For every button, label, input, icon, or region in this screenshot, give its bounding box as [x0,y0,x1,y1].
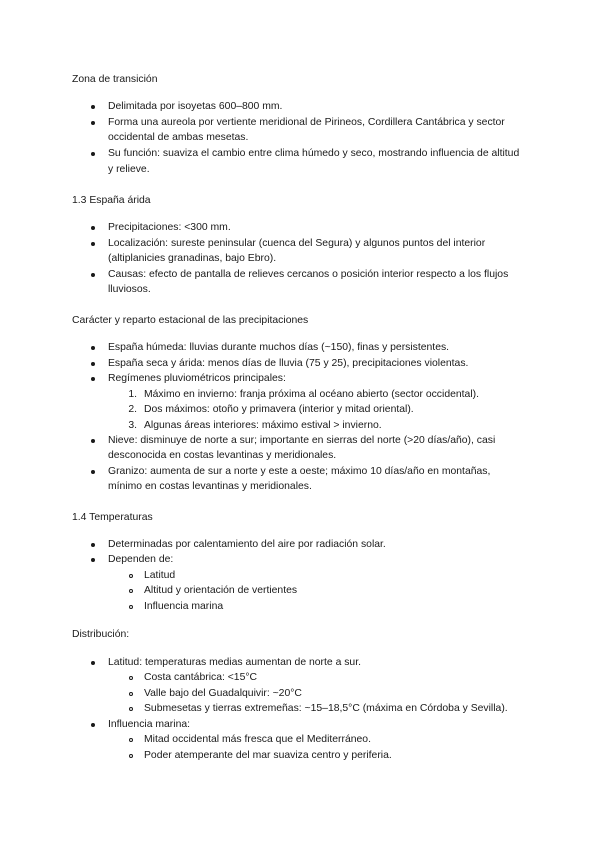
temperaturas-bullet-1: Determinadas por calentamiento del aire por radiación solar. [108,539,386,550]
bullet-dot [91,105,95,109]
bullet-dot [91,661,95,665]
list-number: 2. [128,404,137,415]
zona-bullet-1: Delimitada por isoyetas 600–800 mm. [108,101,283,112]
sub-bullet-circle [129,574,133,578]
caracter-bullet-5-line-1: Granizo: aumenta de sur a norte y este a oeste; máximo 10 días/año en montañas, [108,466,491,477]
distribucion-sub-5: Poder atemperante del mar suaviza centro y periferia. [144,750,392,761]
caracter-bullet-1: España húmeda: lluvias durante muchos días (~150), finas y persistentes. [108,342,450,353]
sub-bullet-circle [129,589,133,593]
heading-caracter: Carácter y reparto estacional de las precipitaciones [72,315,309,326]
arida-bullet-3-line-2: lluviosos. [108,284,151,295]
zona-bullet-3-line-2: y relieve. [108,164,150,175]
bullet-dot [91,470,95,474]
distribucion-sub-4: Mitad occidental más fresca que el Mediterráneo. [144,734,371,745]
sub-bullet-circle [129,707,133,711]
arida-bullet-3-line-1: Causas: efecto de pantalla de relieves cercanos o posición interior respecto a los flujos [108,269,509,280]
distribucion-sub-1: Costa cantábrica: <15°C [144,672,258,683]
bullet-dot [91,558,95,562]
sub-bullet-circle [129,754,133,758]
regimen-item-1: Máximo en invierno: franja próxima al océano abierto (sector occidental). [144,389,479,400]
sub-bullet-circle [129,605,133,609]
heading-espana-arida: 1.3 España árida [72,195,151,206]
bullet-dot [91,362,95,366]
temperaturas-sub-3: Influencia marina [144,601,224,612]
bullet-dot [91,242,95,246]
sub-bullet-circle [129,676,133,680]
bullet-dot [91,152,95,156]
distribucion-sub-3: Submesetas y tierras extremeñas: ~15–18,5°C (máxima en Córdoba y Sevilla). [144,703,508,714]
arida-bullet-2-line-2: (altiplanicies granadinas, bajo Ebro). [108,253,277,264]
bullet-dot [91,346,95,350]
caracter-bullet-5-line-2: mínimo en costas levantinas y meridionales. [108,481,312,492]
bullet-dot [91,377,95,381]
regimen-item-3: Algunas áreas interiores: máximo estival > invierno. [144,420,382,431]
arida-bullet-1: Precipitaciones: <300 mm. [108,222,231,233]
caracter-bullet-4-line-1: Nieve: disminuye de norte a sur; importante en sierras del norte (>20 días/año), casi [108,435,496,446]
bullet-dot [91,121,95,125]
bullet-dot [91,543,95,547]
caracter-bullet-2: España seca y árida: menos días de lluvia (75 y 25), precipitaciones violentas. [108,358,469,369]
temperaturas-sub-2: Altitud y orientación de vertientes [144,585,298,596]
caracter-bullet-3: Regímenes pluviométricos principales: [108,373,286,384]
heading-zona-transicion: Zona de transición [72,74,158,85]
zona-bullet-2-line-1: Forma una aureola por vertiente meridional de Pirineos, Cordillera Cantábrica y sector [108,117,505,128]
bullet-dot [91,226,95,230]
list-number: 1. [128,389,137,400]
distribucion-bullet-2: Influencia marina: [108,719,191,730]
distribucion-bullet-1: Latitud: temperaturas medias aumentan de norte a sur. [108,657,361,668]
distribucion-sub-2: Valle bajo del Guadalquivir: ~20°C [144,688,302,699]
bullet-dot [91,273,95,277]
bullet-dot [91,723,95,727]
zona-bullet-3-line-1: Su función: suaviza el cambio entre clima húmedo y seco, mostrando influencia de altitud [108,148,520,159]
heading-temperaturas: 1.4 Temperaturas [72,512,153,523]
caracter-bullet-4-line-2: desconocida en costas levantinas y meridionales. [108,450,337,461]
bullet-dot [91,439,95,443]
sub-bullet-circle [129,738,133,742]
list-number: 3. [128,420,137,431]
temperaturas-bullet-2: Dependen de: [108,554,174,565]
sub-bullet-circle [129,692,133,696]
temperaturas-sub-1: Latitud [144,570,176,581]
regimen-item-2: Dos máximos: otoño y primavera (interior y mitad oriental). [144,404,414,415]
arida-bullet-2-line-1: Localización: sureste peninsular (cuenca del Segura) y algunos puntos del interior [108,238,486,249]
zona-bullet-2-line-2: occidental de ambas mesetas. [108,132,249,143]
heading-distribucion: Distribución: [72,629,130,640]
